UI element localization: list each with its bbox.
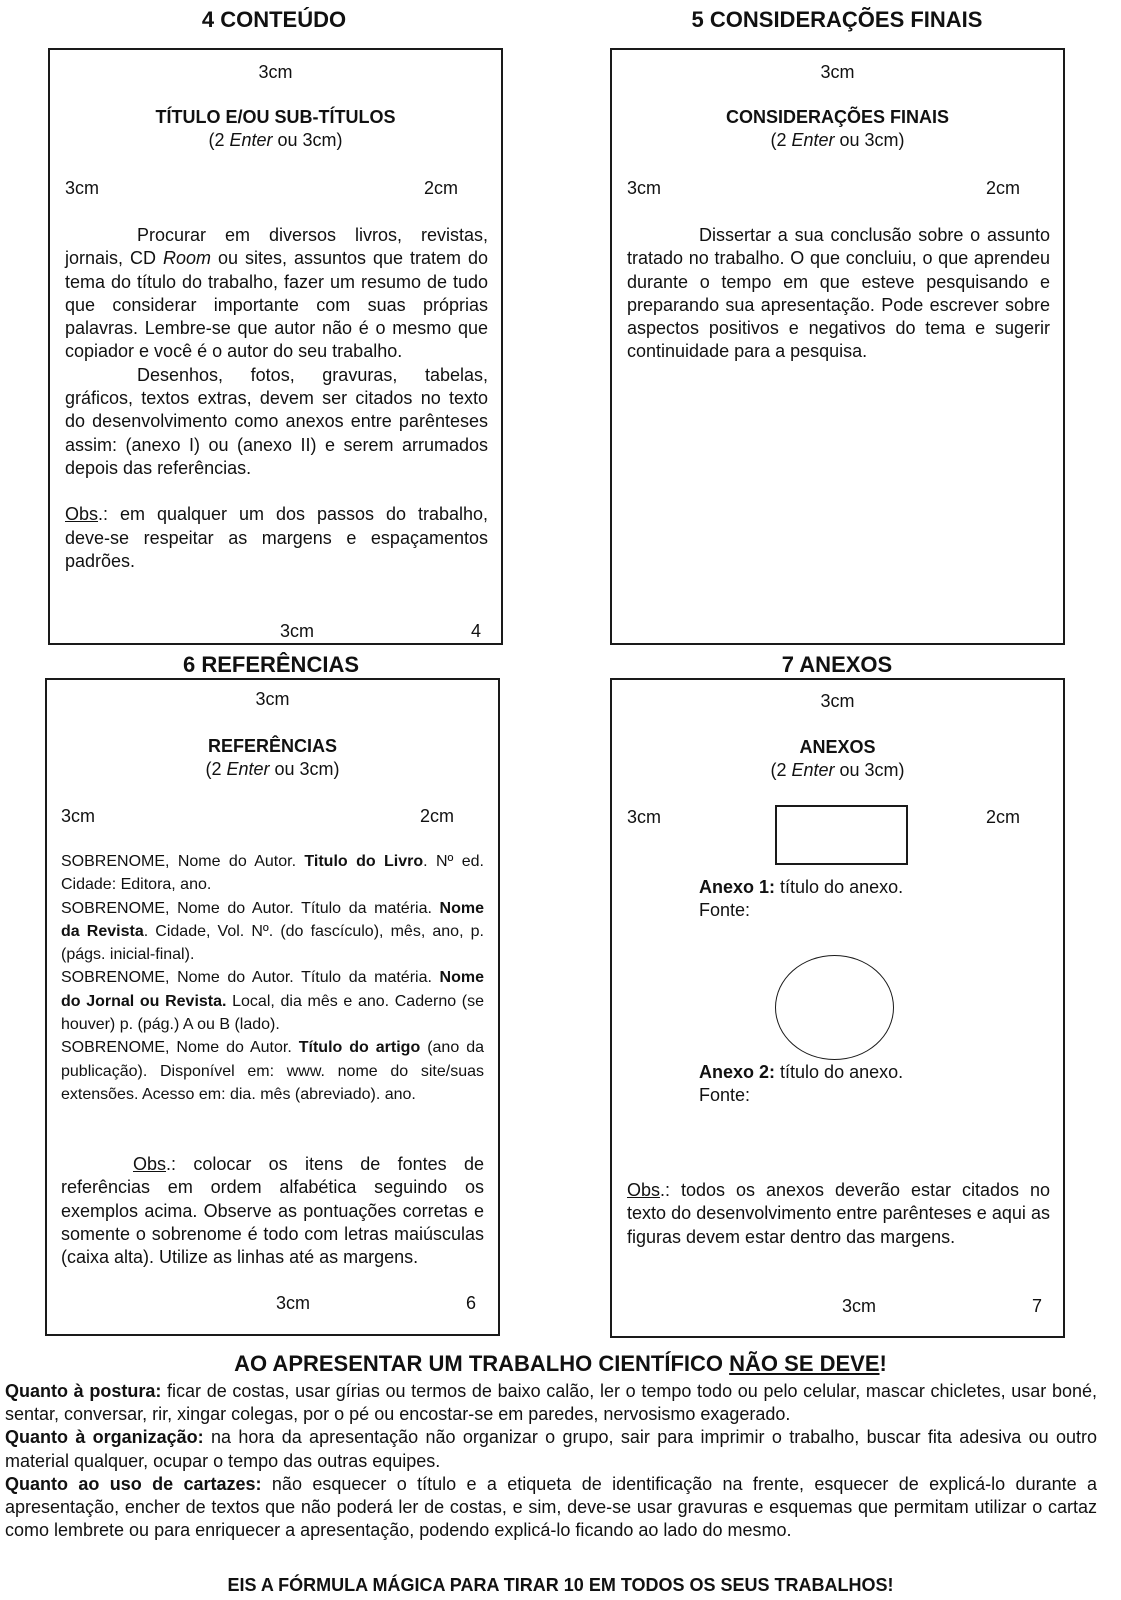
obs-paragraph	[61, 1153, 484, 1269]
spacing-note-post: ou 3cm)	[834, 760, 905, 780]
annex-figure-rectangle	[775, 805, 908, 865]
top-margin-label: 3cm	[820, 691, 855, 711]
spacing-note-post: ou 3cm)	[272, 130, 343, 150]
warning-item-organizacao	[5, 1426, 1097, 1472]
body-text	[627, 224, 1050, 364]
obs-note	[627, 1179, 1050, 1249]
spacing-note-pre: (2	[208, 130, 230, 150]
bottom-margin-label: 3cm	[280, 621, 315, 641]
reference-text: Local, dia mês e ano. Caderno (se houver) p. (pág.) A ou B (lado).	[61, 992, 485, 1034]
left-margin-label: 3cm	[61, 806, 96, 826]
section-heading-conteudo: 4 CONTEÚDO	[201, 7, 347, 32]
spacing-note-pre: (2	[205, 759, 227, 779]
right-margin-label: 2cm	[986, 807, 1021, 827]
reference-text: . Nº ed. Cidade: Editora, ano.	[61, 853, 484, 894]
paragraph-2: Desenhos, fotos, gravuras, tabelas, gráficos, textos extras, devem ser citados no texto do desenvolvimento como anexos entre parênteses assim: (anexo I) ou (anexo II) e serem arrumados depois das referências.	[65, 364, 488, 478]
spacing-note-enter: Enter	[226, 759, 270, 779]
presentation-warning-list	[5, 1380, 1097, 1542]
right-margin-label: 2cm	[420, 806, 455, 826]
reference-item	[61, 966, 484, 1036]
obs-text: .: colocar os itens de fontes de referências em ordem alfabética seguindo os exemplos acima. Observe as pontuações corretas e somente o sobrenome é todo com letras maiúsculas (caixa alta). Utilize as linhas até as margens.	[61, 1154, 484, 1268]
warning-item-label: Quanto à postura:	[5, 1381, 162, 1401]
warning-item-postura	[5, 1380, 1097, 1426]
page-number: 6	[466, 1293, 477, 1313]
section-heading-consideracoes: 5 CONSIDERAÇÕES FINAIS	[691, 7, 983, 32]
reference-bold: Titulo do Livro	[304, 853, 424, 870]
spacing-note	[612, 130, 1063, 151]
reference-bold: Título do artigo	[298, 1039, 421, 1057]
reference-text: SOBRENOME, Nome do Autor. Título da matéria.	[61, 899, 440, 917]
warning-title-emphasis: NÃO SE DEVE	[729, 1351, 880, 1376]
reference-text: SOBRENOME, Nome do Autor.	[61, 1039, 299, 1057]
reference-text: . Cidade, Vol. Nº. (do fascículo), mês, ano, p. (págs. inicial-final).	[61, 922, 484, 964]
warning-item-label: Quanto à organização:	[5, 1427, 204, 1448]
reference-item	[61, 850, 484, 897]
page-title: REFERÊNCIAS	[207, 736, 337, 756]
spacing-note-pre: (2	[770, 760, 792, 780]
obs-paragraph	[627, 1179, 1050, 1249]
bottom-margin-label: 3cm	[276, 1293, 311, 1313]
spacing-note-pre: (2	[770, 130, 792, 150]
annex-1-label: Anexo 1:	[699, 877, 776, 897]
body-text	[65, 224, 488, 573]
obs-text: .: todos os anexos deverão estar citados no texto do desenvolvimento entre parênteses e aqui as figuras devem estar dentro das margens.	[627, 1180, 1050, 1247]
annex-2-source: Fonte:	[699, 1085, 751, 1105]
reference-text: SOBRENOME, Nome do Autor.	[61, 853, 305, 870]
warning-item-label: Quanto ao uso de cartazes:	[5, 1473, 262, 1494]
spacing-note-post: ou 3cm)	[269, 759, 340, 779]
warning-item-text: não esquecer o título e a etiqueta de identificação na frente, esquecer de explicá-lo durante a apresentação, encher de textos que não poderá ler de costas, e sim, deve-se usar gravuras e esquemas que permitam utilizar o cartaz como lembrete ou para enriquecer a apresentação, podendo explicá-lo ficando ao lado do mesmo.	[5, 1473, 1097, 1541]
reference-bold: Nome da Revista	[61, 899, 484, 940]
left-margin-label: 3cm	[627, 178, 662, 198]
spacing-note-post: ou 3cm)	[834, 130, 905, 150]
obs-text: .: em qualquer um dos passos do trabalho, deve-se respeitar as margens e espaçamentos padrões.	[65, 504, 488, 571]
paragraph-1	[65, 224, 488, 364]
paragraph-1: Dissertar a sua conclusão sobre o assunto tratado no trabalho. O que concluiu, o que aprendeu durante o tempo em que esteve pesquisando e preparando sua apresentação. Pode escrever sobre aspectos positivos e negativos do tema e sugerir continuidade para a pesquisa.	[627, 225, 1050, 362]
presentation-warning-title	[0, 1351, 1121, 1377]
warning-title-exclamation: !	[879, 1351, 887, 1376]
reference-list	[61, 850, 484, 1106]
spacing-note-enter: Enter	[229, 130, 273, 150]
page-title: CONSIDERAÇÕES FINAIS	[725, 107, 950, 127]
obs-note	[65, 503, 488, 573]
obs-label: Obs	[627, 1180, 661, 1200]
page-number: 7	[1032, 1296, 1043, 1316]
page-mockup-consideracoes	[610, 48, 1065, 645]
page-title: ANEXOS	[799, 737, 876, 757]
spacing-note-enter: Enter	[791, 760, 835, 780]
page-mockup-anexos	[610, 678, 1065, 1338]
warning-item-text: na hora da apresentação não organizar o grupo, sair para imprimir o trabalho, buscar fita adesiva ou outro material qualquer, ocupar o tempo das outras equipes.	[5, 1427, 1098, 1471]
spacing-note	[47, 759, 498, 780]
paragraph-1-italic: Room	[162, 248, 211, 269]
spacing-note-enter: Enter	[791, 130, 835, 150]
reference-bold: Nome do Jornal ou Revista.	[61, 969, 484, 1010]
annex-2-caption	[699, 1062, 903, 1083]
paragraph-1-text-a: Procurar em diversos livros, revistas, jornais, CD	[65, 225, 488, 269]
page-mockup-conteudo	[48, 48, 503, 645]
page-mockup-referencias	[45, 678, 500, 1336]
reference-text: SOBRENOME, Nome do Autor. Título da matéria.	[61, 969, 440, 987]
annex-figure-ellipse	[775, 955, 894, 1060]
annex-1-source: Fonte:	[699, 900, 751, 920]
annex-1-title: título do anexo.	[775, 877, 904, 897]
top-margin-label: 3cm	[255, 689, 290, 709]
warning-title-text: AO APRESENTAR UM TRABALHO CIENTÍFICO	[234, 1351, 730, 1376]
section-heading-anexos: 7 ANEXOS	[781, 652, 893, 677]
reference-text: (ano da publicação). Disponível em: www. nome do site/suas extensões. Acesso em: dia. mês (abreviado). ano.	[61, 1039, 484, 1103]
page-number: 4	[471, 621, 482, 641]
closing-slogan: EIS A FÓRMULA MÁGICA PARA TIRAR 10 EM TODOS OS SEUS TRABALHOS!	[227, 1575, 894, 1595]
right-margin-label: 2cm	[424, 178, 459, 198]
spacing-note	[612, 760, 1063, 781]
obs-note	[61, 1153, 484, 1269]
annex-2-label: Anexo 2:	[699, 1062, 776, 1082]
section-heading-referencias: 6 REFERÊNCIAS	[182, 652, 360, 677]
warning-item-text: ficar de costas, usar gírias ou termos de baixo calão, ler o tempo todo ou pelo celular, mascar chicletes, usar boné, sentar, conversar, rir, xingar colegas, por o pé ou encostar-se em paredes, nervosismo exagerado.	[5, 1381, 1097, 1425]
bottom-margin-label: 3cm	[842, 1296, 877, 1316]
reference-item	[61, 1036, 484, 1106]
warning-item-cartazes	[5, 1473, 1097, 1543]
left-margin-label: 3cm	[65, 178, 100, 198]
reference-item	[61, 897, 484, 967]
spacing-note	[50, 130, 501, 151]
obs-label: Obs	[133, 1154, 167, 1174]
annex-2-title: título do anexo.	[775, 1062, 904, 1082]
obs-label: Obs	[65, 504, 99, 525]
top-margin-label: 3cm	[258, 62, 293, 82]
left-margin-label: 3cm	[627, 807, 662, 827]
page-title: TÍTULO E/OU SUB-TÍTULOS	[155, 107, 396, 127]
right-margin-label: 2cm	[986, 178, 1021, 198]
top-margin-label: 3cm	[820, 62, 855, 82]
annex-1-caption	[699, 877, 903, 898]
paragraph-1-text-b: ou sites, assuntos que tratem do tema do título do trabalho, fazer um resumo de tudo que considerar importante com suas próprias palavras. Lembre-se que autor não é o mesmo que copiador e você é o autor do seu trabalho.	[65, 248, 488, 362]
